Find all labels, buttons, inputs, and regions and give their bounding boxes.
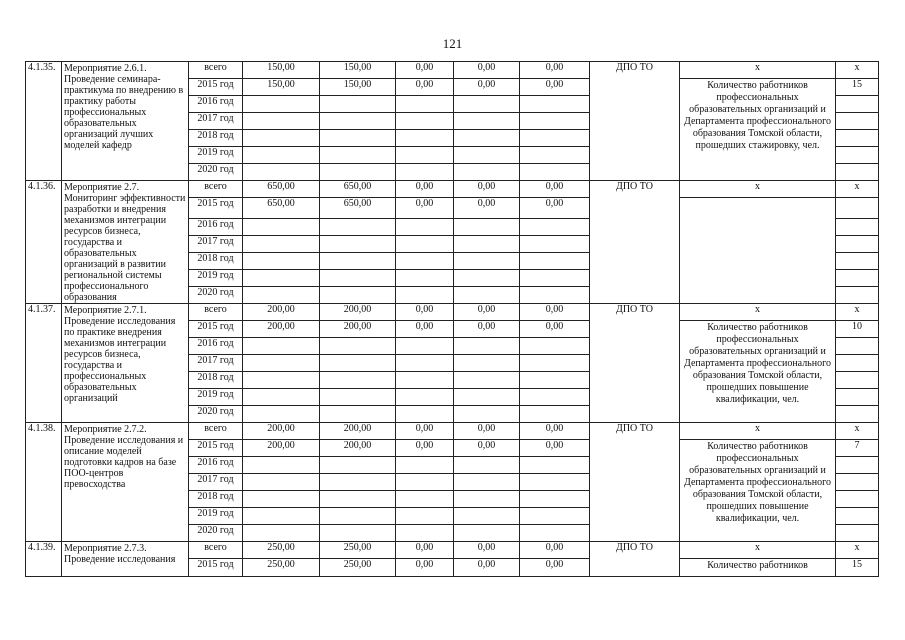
- federal-budget-cell: 0,00: [396, 559, 454, 577]
- extrabudget-cell: 0,00: [520, 79, 590, 96]
- total-cell: 250,00: [243, 542, 320, 559]
- table-row: [26, 542, 879, 559]
- value-empty-cell: [836, 406, 879, 423]
- extrabudget-cell: [520, 96, 590, 113]
- extrabudget-cell: [520, 113, 590, 130]
- indicator-value: 10: [836, 321, 879, 338]
- federal-budget-cell: [396, 236, 454, 253]
- local-budget-cell: [454, 130, 520, 147]
- regional-budget-cell: [320, 406, 396, 423]
- extrabudget-cell: 0,00: [520, 62, 590, 79]
- total-cell: [243, 130, 320, 147]
- year-cell: 2015 год: [189, 198, 243, 219]
- value-empty-cell: [836, 96, 879, 113]
- value-empty-cell: [836, 287, 879, 304]
- extrabudget-cell: 0,00: [520, 542, 590, 559]
- extrabudget-cell: [520, 270, 590, 287]
- federal-budget-cell: [396, 491, 454, 508]
- year-cell: 2020 год: [189, 406, 243, 423]
- responsible-org: ДПО ТО: [590, 304, 680, 423]
- year-cell: 2015 год: [189, 321, 243, 338]
- federal-budget-cell: [396, 96, 454, 113]
- regional-budget-cell: [320, 525, 396, 542]
- total-cell: [243, 491, 320, 508]
- regional-budget-cell: [320, 130, 396, 147]
- regional-budget-cell: [320, 113, 396, 130]
- value-top-cell: х: [836, 542, 879, 559]
- value-top-cell: х: [836, 62, 879, 79]
- indicator-value: [836, 198, 879, 219]
- extrabudget-cell: [520, 491, 590, 508]
- extrabudget-cell: 0,00: [520, 198, 590, 219]
- item-code: 4.1.38.: [26, 423, 62, 542]
- year-cell: 2016 год: [189, 457, 243, 474]
- value-empty-cell: [836, 372, 879, 389]
- indicator-text: Количество работников: [680, 559, 836, 577]
- regional-budget-cell: [320, 253, 396, 270]
- year-cell: всего: [189, 304, 243, 321]
- indicator-value: 15: [836, 79, 879, 96]
- federal-budget-cell: [396, 406, 454, 423]
- total-cell: [243, 406, 320, 423]
- value-top-cell: х: [836, 304, 879, 321]
- extrabudget-cell: 0,00: [520, 559, 590, 577]
- federal-budget-cell: 0,00: [396, 542, 454, 559]
- responsible-org: ДПО ТО: [590, 542, 680, 577]
- total-cell: 200,00: [243, 423, 320, 440]
- total-cell: [243, 474, 320, 491]
- extrabudget-cell: [520, 164, 590, 181]
- responsible-org: ДПО ТО: [590, 423, 680, 542]
- local-budget-cell: 0,00: [454, 559, 520, 577]
- federal-budget-cell: [396, 525, 454, 542]
- total-cell: [243, 389, 320, 406]
- year-cell: 2017 год: [189, 113, 243, 130]
- extrabudget-cell: [520, 457, 590, 474]
- extrabudget-cell: [520, 236, 590, 253]
- item-code: 4.1.37.: [26, 304, 62, 423]
- year-cell: 2020 год: [189, 164, 243, 181]
- extrabudget-cell: 0,00: [520, 304, 590, 321]
- indicator-text: [680, 198, 836, 304]
- federal-budget-cell: [396, 164, 454, 181]
- local-budget-cell: [454, 219, 520, 236]
- total-cell: [243, 96, 320, 113]
- year-cell: 2017 год: [189, 355, 243, 372]
- federal-budget-cell: [396, 389, 454, 406]
- regional-budget-cell: [320, 372, 396, 389]
- total-cell: [243, 164, 320, 181]
- regional-budget-cell: [320, 338, 396, 355]
- total-cell: [243, 113, 320, 130]
- value-empty-cell: [836, 130, 879, 147]
- local-budget-cell: [454, 287, 520, 304]
- local-budget-cell: 0,00: [454, 423, 520, 440]
- extrabudget-cell: 0,00: [520, 181, 590, 198]
- year-cell: всего: [189, 181, 243, 198]
- federal-budget-cell: 0,00: [396, 423, 454, 440]
- total-cell: [243, 236, 320, 253]
- responsible-org: ДПО ТО: [590, 62, 680, 181]
- extrabudget-cell: [520, 372, 590, 389]
- year-cell: 2015 год: [189, 79, 243, 96]
- table-row: [26, 181, 879, 198]
- total-cell: 150,00: [243, 79, 320, 96]
- federal-budget-cell: 0,00: [396, 62, 454, 79]
- local-budget-cell: [454, 474, 520, 491]
- item-code: 4.1.35.: [26, 62, 62, 181]
- regional-budget-cell: [320, 355, 396, 372]
- year-cell: 2016 год: [189, 338, 243, 355]
- total-cell: 150,00: [243, 62, 320, 79]
- item-description: Мероприятие 2.7.1. Проведение исследования по практике внедрения механизмов интеграции ресурсов бизнеса, государства и профессиональных образовательных организаций: [62, 304, 189, 423]
- value-empty-cell: [836, 253, 879, 270]
- total-cell: [243, 147, 320, 164]
- federal-budget-cell: [396, 372, 454, 389]
- local-budget-cell: [454, 525, 520, 542]
- local-budget-cell: [454, 113, 520, 130]
- local-budget-cell: 0,00: [454, 440, 520, 457]
- extrabudget-cell: [520, 338, 590, 355]
- local-budget-cell: [454, 147, 520, 164]
- regional-budget-cell: [320, 508, 396, 525]
- federal-budget-cell: 0,00: [396, 304, 454, 321]
- total-cell: 650,00: [243, 198, 320, 219]
- regional-budget-cell: [320, 287, 396, 304]
- table-row: [26, 62, 879, 79]
- item-description: Мероприятие 2.7. Мониторинг эффективности разработки и внедрения механизмов интеграции ресурсов бизнеса, государства и образовательных организаций в развитии региональной системы профессионального образования: [62, 181, 189, 304]
- value-empty-cell: [836, 219, 879, 236]
- total-cell: [243, 253, 320, 270]
- federal-budget-cell: [396, 474, 454, 491]
- total-cell: [243, 508, 320, 525]
- year-cell: всего: [189, 62, 243, 79]
- local-budget-cell: 0,00: [454, 321, 520, 338]
- indicator-text: Количество работников профессиональных образовательных организаций и Департамента профессионального образования Томской области, прошедших стажировку, чел.: [680, 79, 836, 181]
- total-cell: [243, 287, 320, 304]
- extrabudget-cell: [520, 389, 590, 406]
- year-cell: 2018 год: [189, 491, 243, 508]
- federal-budget-cell: 0,00: [396, 440, 454, 457]
- total-cell: 200,00: [243, 304, 320, 321]
- extrabudget-cell: [520, 525, 590, 542]
- total-cell: [243, 525, 320, 542]
- regional-budget-cell: 200,00: [320, 321, 396, 338]
- extrabudget-cell: 0,00: [520, 440, 590, 457]
- extrabudget-cell: [520, 130, 590, 147]
- extrabudget-cell: [520, 219, 590, 236]
- indicator-top-cell: х: [680, 181, 836, 198]
- local-budget-cell: 0,00: [454, 79, 520, 96]
- extrabudget-cell: [520, 147, 590, 164]
- regional-budget-cell: [320, 96, 396, 113]
- total-cell: [243, 219, 320, 236]
- extrabudget-cell: 0,00: [520, 423, 590, 440]
- regional-budget-cell: [320, 457, 396, 474]
- item-code: 4.1.36.: [26, 181, 62, 304]
- table-row: [26, 423, 879, 440]
- extrabudget-cell: [520, 508, 590, 525]
- federal-budget-cell: [396, 457, 454, 474]
- year-cell: 2018 год: [189, 130, 243, 147]
- indicator-top-cell: х: [680, 62, 836, 79]
- indicator-value: 15: [836, 559, 879, 577]
- item-code: 4.1.39.: [26, 542, 62, 577]
- indicator-text: Количество работников профессиональных образовательных организаций и Департамента профессионального образования Томской области, прошедших повышение квалификации, чел.: [680, 440, 836, 542]
- year-cell: 2019 год: [189, 508, 243, 525]
- table-row: [26, 304, 879, 321]
- extrabudget-cell: [520, 287, 590, 304]
- total-cell: [243, 457, 320, 474]
- local-budget-cell: 0,00: [454, 181, 520, 198]
- local-budget-cell: [454, 236, 520, 253]
- local-budget-cell: 0,00: [454, 198, 520, 219]
- local-budget-cell: [454, 355, 520, 372]
- federal-budget-cell: 0,00: [396, 198, 454, 219]
- local-budget-cell: [454, 338, 520, 355]
- year-cell: всего: [189, 542, 243, 559]
- local-budget-cell: [454, 270, 520, 287]
- value-empty-cell: [836, 113, 879, 130]
- value-empty-cell: [836, 147, 879, 164]
- indicator-top-cell: х: [680, 304, 836, 321]
- regional-budget-cell: 250,00: [320, 542, 396, 559]
- year-cell: 2016 год: [189, 219, 243, 236]
- regional-budget-cell: [320, 270, 396, 287]
- responsible-org: ДПО ТО: [590, 181, 680, 304]
- value-empty-cell: [836, 338, 879, 355]
- federal-budget-cell: 0,00: [396, 321, 454, 338]
- total-cell: 200,00: [243, 321, 320, 338]
- local-budget-cell: 0,00: [454, 62, 520, 79]
- year-cell: 2018 год: [189, 372, 243, 389]
- year-cell: 2017 год: [189, 474, 243, 491]
- federal-budget-cell: [396, 219, 454, 236]
- federal-budget-cell: 0,00: [396, 79, 454, 96]
- year-cell: 2015 год: [189, 440, 243, 457]
- year-cell: 2019 год: [189, 270, 243, 287]
- total-cell: 650,00: [243, 181, 320, 198]
- indicator-top-cell: х: [680, 542, 836, 559]
- item-description: Мероприятие 2.6.1. Проведение семинара-практикума по внедрению в практику работы профессиональных образовательных организаций лучших моделей кафедр: [62, 62, 189, 181]
- regional-budget-cell: [320, 147, 396, 164]
- federal-budget-cell: [396, 130, 454, 147]
- value-empty-cell: [836, 355, 879, 372]
- page-number: 121: [442, 36, 463, 51]
- federal-budget-cell: [396, 355, 454, 372]
- total-cell: 200,00: [243, 440, 320, 457]
- local-budget-cell: [454, 96, 520, 113]
- regional-budget-cell: [320, 474, 396, 491]
- federal-budget-cell: [396, 270, 454, 287]
- federal-budget-cell: [396, 147, 454, 164]
- program-table: [25, 61, 879, 577]
- year-cell: 2020 год: [189, 287, 243, 304]
- extrabudget-cell: [520, 253, 590, 270]
- federal-budget-cell: [396, 253, 454, 270]
- local-budget-cell: [454, 372, 520, 389]
- regional-budget-cell: [320, 164, 396, 181]
- indicator-top-cell: х: [680, 423, 836, 440]
- indicator-value: 7: [836, 440, 879, 457]
- regional-budget-cell: 150,00: [320, 62, 396, 79]
- extrabudget-cell: [520, 355, 590, 372]
- regional-budget-cell: 150,00: [320, 79, 396, 96]
- value-empty-cell: [836, 270, 879, 287]
- value-empty-cell: [836, 457, 879, 474]
- local-budget-cell: 0,00: [454, 542, 520, 559]
- local-budget-cell: [454, 457, 520, 474]
- federal-budget-cell: [396, 338, 454, 355]
- regional-budget-cell: 650,00: [320, 198, 396, 219]
- total-cell: [243, 270, 320, 287]
- year-cell: 2016 год: [189, 96, 243, 113]
- total-cell: [243, 372, 320, 389]
- total-cell: [243, 338, 320, 355]
- regional-budget-cell: 200,00: [320, 304, 396, 321]
- regional-budget-cell: 200,00: [320, 440, 396, 457]
- year-cell: 2019 год: [189, 389, 243, 406]
- regional-budget-cell: [320, 236, 396, 253]
- value-empty-cell: [836, 474, 879, 491]
- local-budget-cell: [454, 389, 520, 406]
- regional-budget-cell: 650,00: [320, 181, 396, 198]
- value-top-cell: х: [836, 181, 879, 198]
- value-empty-cell: [836, 164, 879, 181]
- local-budget-cell: [454, 253, 520, 270]
- year-cell: 2018 год: [189, 253, 243, 270]
- indicator-text: Количество работников профессиональных образовательных организаций и Департамента профессионального образования Томской области, прошедших повышение квалификации, чел.: [680, 321, 836, 423]
- federal-budget-cell: [396, 113, 454, 130]
- regional-budget-cell: [320, 389, 396, 406]
- local-budget-cell: 0,00: [454, 304, 520, 321]
- federal-budget-cell: [396, 508, 454, 525]
- value-empty-cell: [836, 236, 879, 253]
- local-budget-cell: [454, 508, 520, 525]
- regional-budget-cell: 250,00: [320, 559, 396, 577]
- regional-budget-cell: [320, 491, 396, 508]
- year-cell: всего: [189, 423, 243, 440]
- value-top-cell: х: [836, 423, 879, 440]
- local-budget-cell: [454, 491, 520, 508]
- item-description: Мероприятие 2.7.2. Проведение исследования и описание моделей подготовки кадров на базе ПОО-центров превосходства: [62, 423, 189, 542]
- total-cell: [243, 355, 320, 372]
- year-cell: 2019 год: [189, 147, 243, 164]
- extrabudget-cell: [520, 474, 590, 491]
- extrabudget-cell: 0,00: [520, 321, 590, 338]
- local-budget-cell: [454, 406, 520, 423]
- federal-budget-cell: [396, 287, 454, 304]
- year-cell: 2015 год: [189, 559, 243, 577]
- extrabudget-cell: [520, 406, 590, 423]
- value-empty-cell: [836, 389, 879, 406]
- year-cell: 2017 год: [189, 236, 243, 253]
- value-empty-cell: [836, 508, 879, 525]
- local-budget-cell: [454, 164, 520, 181]
- federal-budget-cell: 0,00: [396, 181, 454, 198]
- year-cell: 2020 год: [189, 525, 243, 542]
- regional-budget-cell: [320, 219, 396, 236]
- value-empty-cell: [836, 491, 879, 508]
- regional-budget-cell: 200,00: [320, 423, 396, 440]
- total-cell: 250,00: [243, 559, 320, 577]
- item-description: Мероприятие 2.7.3. Проведение исследования: [62, 542, 189, 577]
- value-empty-cell: [836, 525, 879, 542]
